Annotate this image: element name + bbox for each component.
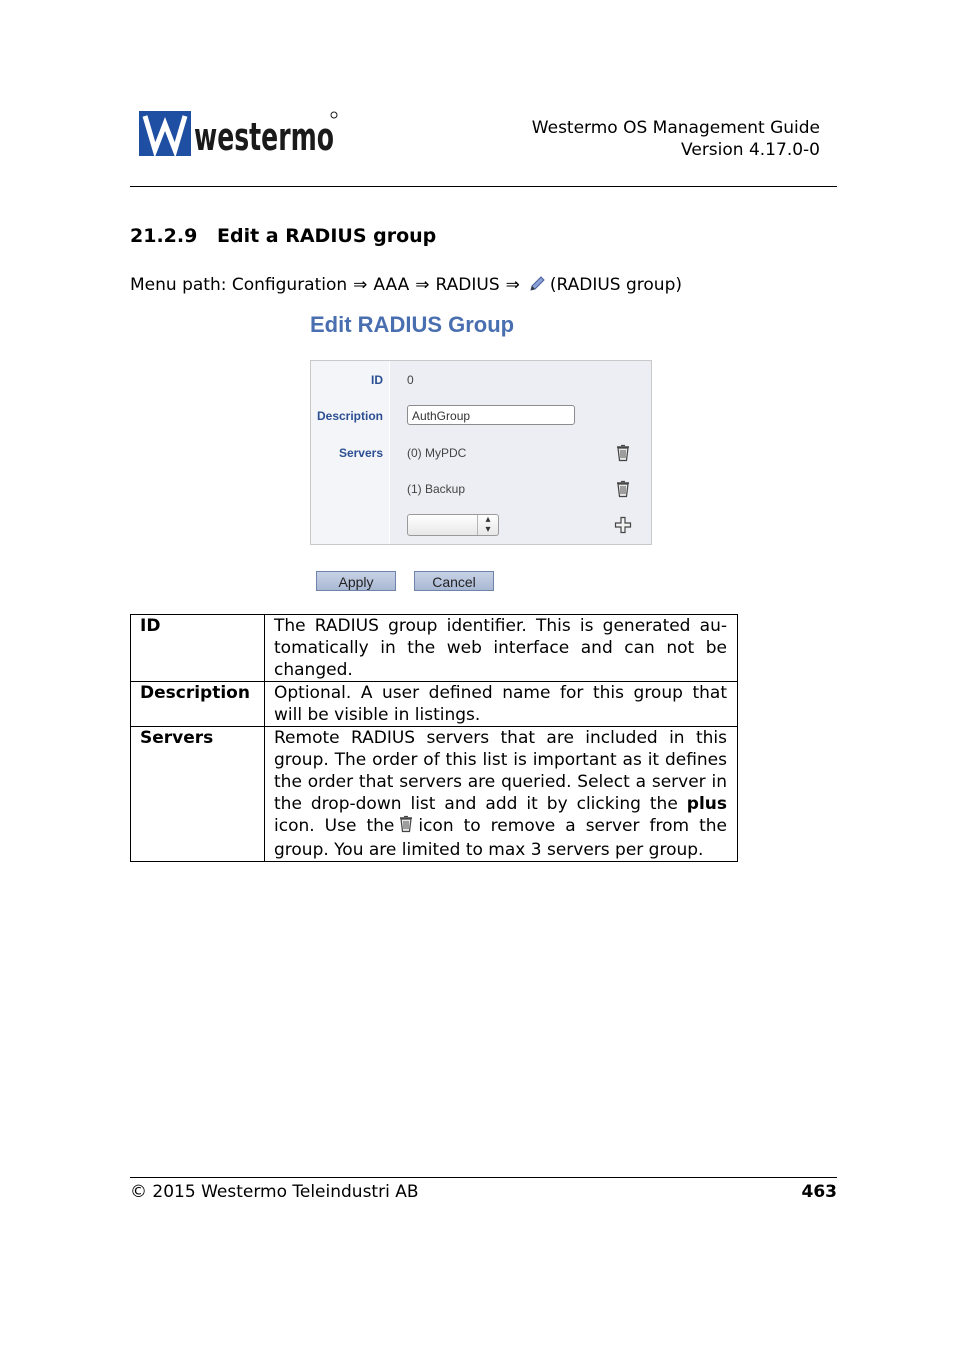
pencil-icon [528,275,546,298]
menu-path-suffix: (RADIUS group) [549,275,682,295]
westermo-logo [139,110,339,158]
table-term: ID [131,615,265,682]
definition-text: icon. Use the [274,816,395,836]
header-divider [130,186,837,187]
cancel-button[interactable]: Cancel [414,571,494,591]
field-description-table [130,614,738,862]
menu-path-step: RADIUS [435,275,500,295]
section-number: 21.2.9 [130,225,198,247]
arrow-icon: ⇒ [353,275,368,295]
edit-radius-group-form [310,360,652,545]
select-arrows-icon: ▴ ▾ [477,515,498,535]
menu-path-prefix: Menu path: [130,275,227,295]
id-value: 0 [407,373,414,387]
page-number: 463 [801,1182,837,1202]
section-heading [130,225,436,247]
svg-text:westermo: westermo [194,115,334,159]
server-select[interactable] [407,514,499,536]
table-definition [265,727,738,862]
menu-path-step: Configuration [231,275,348,295]
definition-text: Remote RADIUS servers that are included in this group. The order of this list is important as it defines the order that servers are queried. Select a server in the drop-down list and add it by clicking the [274,728,727,814]
table-row [131,682,738,727]
document-header [532,117,820,161]
table-row [131,615,738,682]
table-definition: The RADIUS group identifier. This is generated au-tomatically in the web interface and can not be changed. [265,615,738,682]
arrow-icon: ⇒ [505,275,520,295]
server-item: (0) MyPDC [407,446,467,460]
definition-text: icon to remove a server from the group. You are limited to max 3 servers per group. [274,816,727,860]
definition-bold-text: plus [686,794,727,814]
section-title: Edit a RADIUS group [217,225,437,247]
description-label: Description [316,409,383,423]
footer-copyright: © 2015 Westermo Teleindustri AB [130,1182,419,1202]
ui-page-title: Edit RADIUS Group [310,312,515,337]
menu-path-step: AAA [373,275,410,295]
server-item: (1) Backup [407,482,466,496]
footer-divider [130,1177,837,1178]
servers-label: Servers [338,446,383,460]
trash-icon[interactable] [615,444,631,466]
table-term: Description [131,682,265,727]
table-row [131,727,738,862]
arrow-icon: ⇒ [415,275,430,295]
table-term: Servers [131,727,265,862]
description-input[interactable]: AuthGroup [407,405,575,425]
trash-icon[interactable] [615,480,631,502]
trash-icon [398,815,414,839]
apply-button[interactable]: Apply [316,571,396,591]
plus-icon[interactable] [614,516,632,538]
document-version: Version 4.17.0-0 [681,140,820,160]
document-title: Westermo OS Management Guide [531,118,820,138]
menu-path [130,275,682,298]
table-definition: Optional. A user defined name for this group that will be visible in listings. [265,682,738,727]
id-label: ID [371,373,383,387]
